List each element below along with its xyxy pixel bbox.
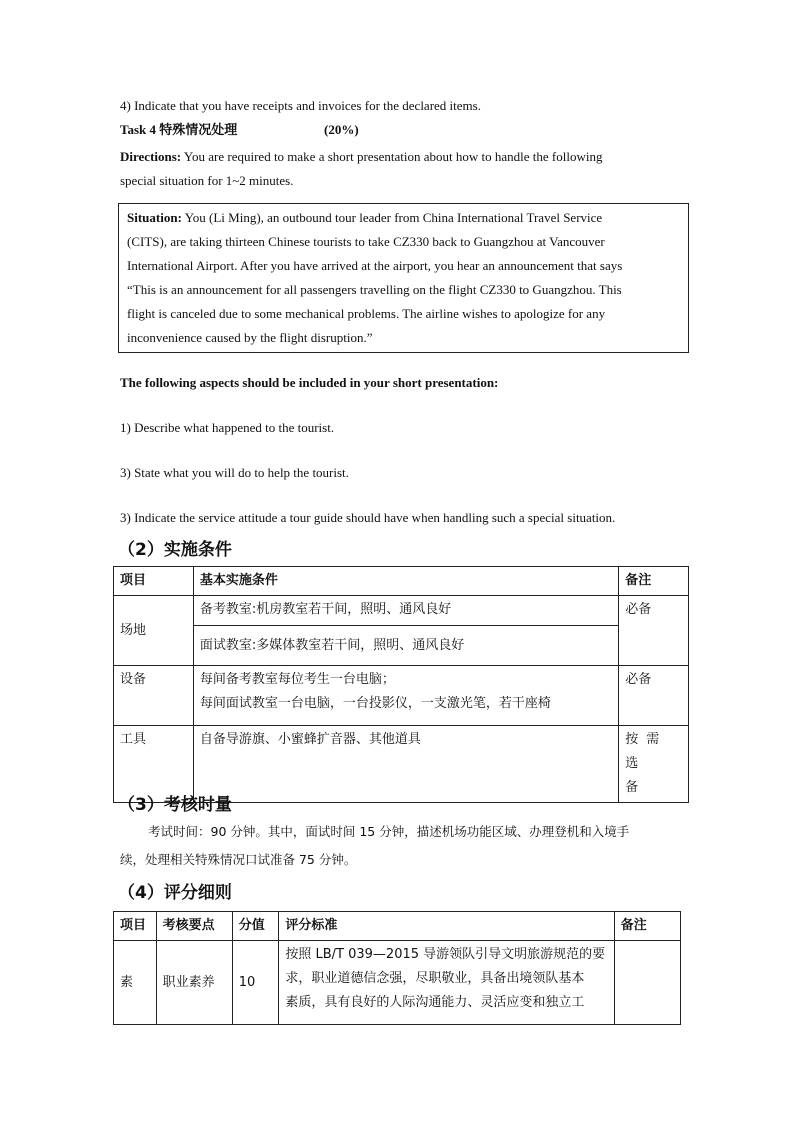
situation-line-5: flight is canceled due to some mechanical problems. The airline wishes to apologize for any	[127, 306, 606, 321]
situation-line-2: (CITS), are taking thirteen Chinese tourists to take CZ330 back to Guangzhou at Vancouver	[127, 234, 605, 249]
scoring-row-note	[614, 941, 680, 1025]
aspect-3: 3) Indicate the service attitude a tour guide should have when handling such a special situation.	[120, 510, 616, 525]
situation-line-4: “This is an announcement for all passengers travelling on the flight CZ330 to Guangzhou. This	[127, 282, 622, 297]
scoring-table	[113, 911, 681, 1025]
equipment-label: 设备	[114, 666, 194, 726]
section-3-title: （3）考核时量	[118, 795, 232, 815]
aspect-2: 3) State what you will do to help the tourist.	[120, 465, 349, 480]
scoring-header-score: 分值	[232, 912, 279, 941]
tools-label: 工具	[114, 726, 194, 803]
situation-label: Situation:	[127, 210, 182, 225]
task-weight: (20%)	[324, 122, 359, 137]
scoring-row-item: 素	[114, 941, 157, 1025]
directions-label: Directions:	[120, 149, 182, 164]
situation-line-3: International Airport. After you have arrived at the airport, you hear an announcement that says	[127, 258, 623, 273]
scoring-row-criteria	[279, 941, 614, 1025]
section-2-title: （2）实施条件	[118, 540, 232, 560]
scoring-row-score: 10	[232, 941, 279, 1025]
venue-condition-1: 备考教室:机房教室若干间，照明、通风良好	[193, 596, 618, 626]
venue-note: 必备	[619, 596, 689, 666]
criteria-line-3: 素质，具有良好的人际沟通能力、灵活应变和独立工	[285, 995, 585, 1010]
situation-box	[118, 203, 689, 353]
scoring-row-point: 职业素养	[156, 941, 232, 1025]
directions-line-1	[120, 145, 676, 169]
tools-condition: 自备导游旗、小蜜蜂扩音器、其他道具	[193, 726, 618, 803]
conditions-header-item: 项目	[114, 567, 194, 596]
situation-text-1: You (Li Ming), an outbound tour leader from China International Travel Service	[184, 210, 603, 225]
section-4-title: （4）评分细则	[118, 883, 232, 903]
equipment-conditions	[193, 666, 618, 726]
equipment-condition-2: 每间面试教室一台电脑，一台投影仪，一支激光笔，若干座椅	[199, 696, 551, 711]
task-title: Task 4 特殊情况处理	[120, 122, 238, 137]
exam-time-line-1: 考试时间：90 分钟。其中，面试时间 15 分钟，描述机场功能区域、办理登机和入境手	[148, 824, 630, 839]
situation-line-1	[127, 206, 602, 230]
conditions-header-note: 备注	[619, 567, 689, 596]
exam-time-line-2: 续，处理相关特殊情况口试准备 75 分钟。	[120, 852, 357, 867]
directions-text-1: You are required to make a short presentation about how to handle the following	[183, 149, 603, 164]
conditions-table	[113, 566, 689, 803]
scoring-header-points: 考核要点	[156, 912, 232, 941]
criteria-line-1: 按照 LB/T 039—2015 导游领队引导文明旅游规范的要	[285, 947, 606, 962]
equipment-condition-1: 每间备考教室每位考生一台电脑；	[199, 672, 395, 687]
venue-condition-2: 面试教室:多媒体教室若干间，照明、通风良好	[193, 626, 618, 666]
tools-note-line-2: 备	[625, 780, 639, 795]
aspects-heading: The following aspects should be included in your short presentation:	[120, 375, 499, 390]
criteria-line-2: 求，职业道德信念强，尽职敬业，具备出境领队基本	[285, 971, 585, 986]
aspect-1: 1) Describe what happened to the tourist.	[120, 420, 335, 435]
directions-line-2: special situation for 1~2 minutes.	[120, 173, 294, 188]
item-4-text: 4) Indicate that you have receipts and invoices for the declared items.	[120, 98, 481, 113]
equipment-note: 必备	[619, 666, 689, 726]
conditions-header-conditions: 基本实施条件	[193, 567, 618, 596]
scoring-header-criteria: 评分标准	[279, 912, 614, 941]
situation-line-6: inconvenience caused by the flight disruption.”	[127, 330, 373, 345]
venue-label: 场地	[114, 596, 194, 666]
scoring-header-item: 项目	[114, 912, 157, 941]
tools-note-line-1: 按需选	[625, 732, 668, 771]
scoring-header-note: 备注	[614, 912, 680, 941]
tools-note	[619, 726, 689, 803]
